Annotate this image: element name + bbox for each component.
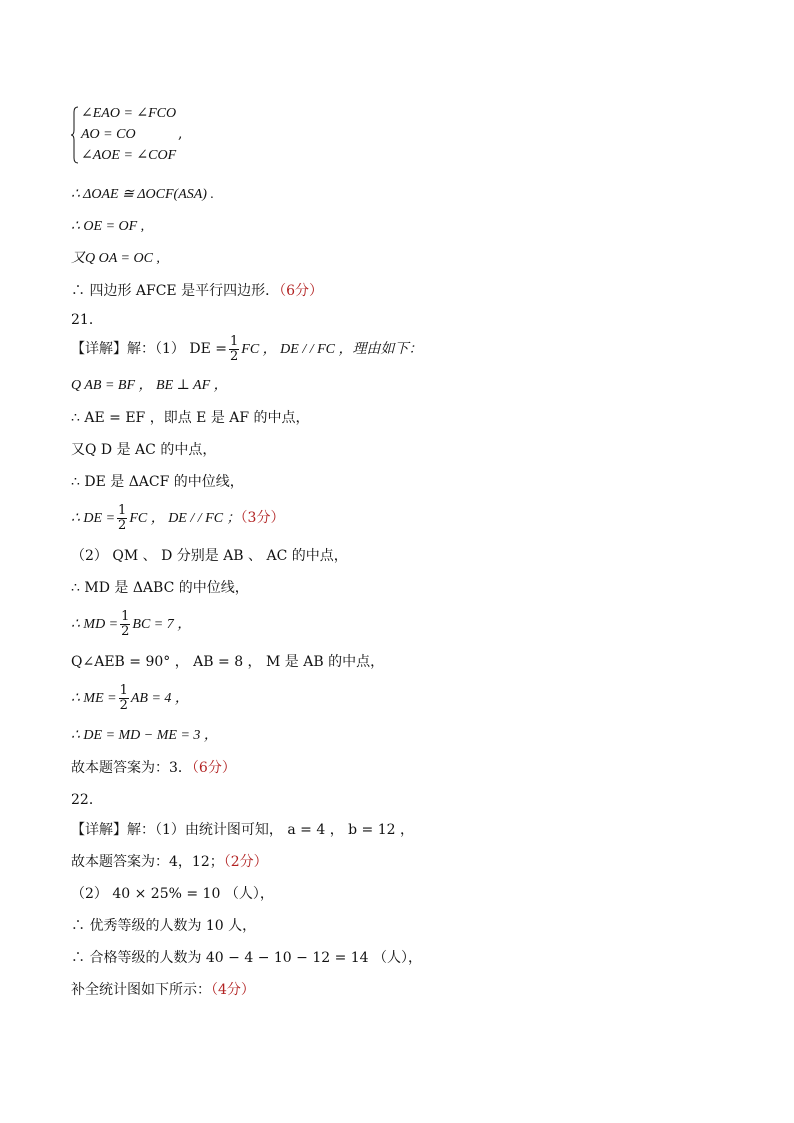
part2-calc-line: （2） 40 × 25% = 10 （人）， xyxy=(71,886,274,902)
angle-aeb-line: Q∠AEB = 90° ， AB = 8 ， M 是 AB 的中点， xyxy=(71,654,385,670)
system-eq-3: ∠AOE = ∠COF xyxy=(81,148,177,163)
de-prefix: ∴ DE = xyxy=(71,511,116,526)
complete-chart-text: 补全统计图如下所示： xyxy=(71,982,211,998)
system-eq-2: AO = CO xyxy=(81,127,136,142)
score-badge: （6分） xyxy=(191,760,236,776)
fraction-half: $\frac{1}{2}$ xyxy=(121,608,130,639)
midpoint-e-line: ∴ AE = EF ，即点 E 是 AF 的中点， xyxy=(71,410,310,426)
midline-abc-line: ∴ MD 是 ΔABC 的中位线， xyxy=(71,580,249,596)
solution-22-part1: 【详解】解：（1）由统计图可知， a = 4 ， b = 12 ， xyxy=(71,822,414,838)
me-suffix: AB = 4 ， xyxy=(130,691,189,706)
system-eq-1: ∠EAO = ∠FCO xyxy=(81,106,177,121)
complete-chart-line xyxy=(71,980,255,1000)
qualified-count-line: ∴ 合格等级的人数为 40 − 4 − 10 − 12 = 14 （人）， xyxy=(71,950,423,966)
ab-bf-line: Q AB = BF ， BE ⊥ AF ， xyxy=(71,378,228,393)
md-prefix: ∴ MD = xyxy=(71,617,119,632)
score-badge: （3分） xyxy=(240,510,285,526)
fraction-half: $\frac{1}{2}$ xyxy=(119,682,128,713)
de-half-fc-line xyxy=(71,503,284,534)
md-suffix: BC = 7 ， xyxy=(132,617,192,632)
solution-21-part1 xyxy=(71,334,423,365)
parallelogram-line xyxy=(71,281,323,301)
oa-oc-line: 又Q OA = OC , xyxy=(71,251,160,266)
part2-midpoints-line: （2） QM 、 D 分别是 AB 、 AC 的中点， xyxy=(71,548,348,564)
me-prefix: ∴ ME = xyxy=(71,691,117,706)
fraction-half: $\frac{1}{2}$ xyxy=(118,502,127,533)
score-badge: （2分） xyxy=(223,854,268,870)
question-number-21: 21． xyxy=(71,312,103,328)
de-result-line: ∴ DE = MD − ME = 3 ， xyxy=(71,728,218,743)
parallelogram-text: ∴ 四边形 AFCE 是平行四边形． xyxy=(71,283,280,299)
de-suffix: FC ， DE / / FC ； xyxy=(129,511,241,526)
equation-system xyxy=(71,104,211,166)
question-number-22: 22． xyxy=(71,792,103,808)
midline-acf-line: ∴ DE 是 ΔACF 的中位线， xyxy=(71,474,244,490)
score-badge: （4分） xyxy=(211,982,255,998)
answer-21-line xyxy=(71,758,236,778)
answer-22-line xyxy=(71,852,268,872)
oe-of-line: ∴ OE = OF , xyxy=(71,219,145,234)
answer-text: 故本题答案为：4，12； xyxy=(71,854,224,870)
system-trailing-comma: , xyxy=(178,126,183,142)
score-badge: （6分） xyxy=(279,283,324,299)
md-half-bc-line xyxy=(71,609,191,640)
part1-suffix: FC ， DE / / FC ，理由如下： xyxy=(241,342,423,357)
excellent-count-line: ∴ 优秀等级的人数为 10 人， xyxy=(71,918,257,934)
part1-prefix: 【详解】解：（1） DE = xyxy=(71,341,227,357)
me-half-ab-line xyxy=(71,683,189,714)
left-brace-icon xyxy=(71,106,79,164)
answer-text: 故本题答案为：3． xyxy=(71,760,192,776)
midpoint-d-line: 又Q D 是 AC 的中点， xyxy=(71,442,217,458)
congruence-line: ∴ ΔOAE ≅ ΔOCF(ASA) . xyxy=(71,187,214,202)
fraction-half: $\frac{1}{2}$ xyxy=(229,333,239,364)
